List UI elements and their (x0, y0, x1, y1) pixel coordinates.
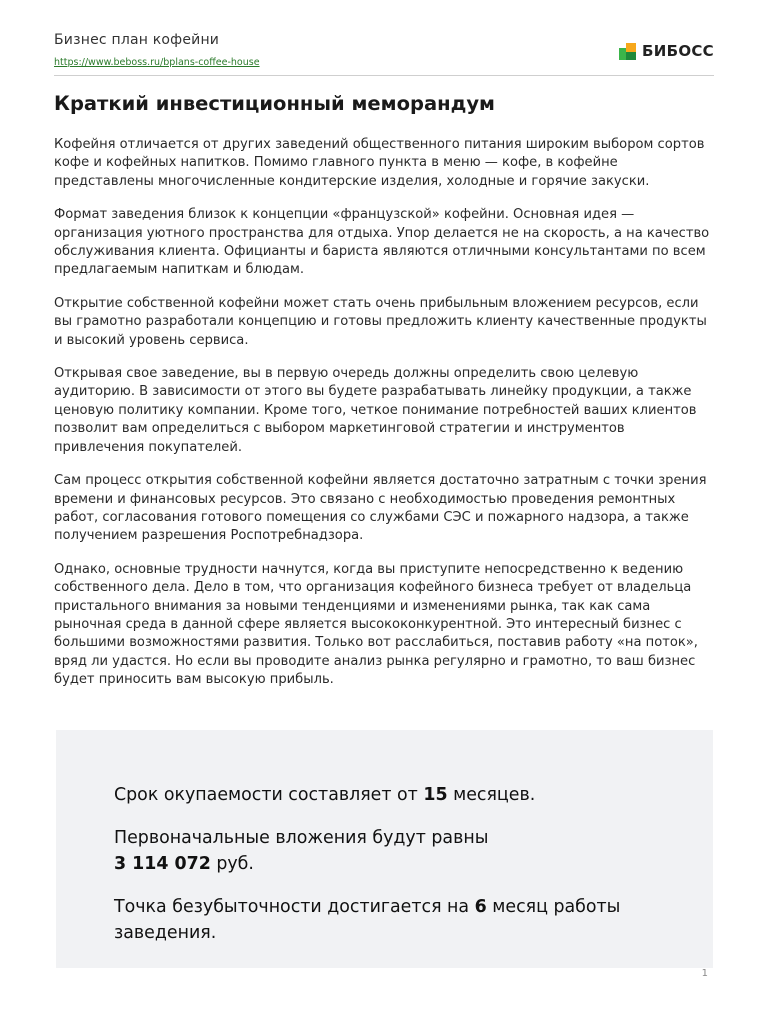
document-title: Бизнес план кофейни (54, 32, 220, 48)
page-number: 1 (701, 968, 708, 979)
biboss-logo[interactable] (619, 42, 714, 60)
header-divider (54, 75, 714, 76)
document-header (54, 32, 714, 68)
logo-text: БИБОСС (642, 42, 714, 60)
payback-value: 15 (423, 785, 448, 805)
paragraph: Сам процесс открытия собственной кофейни является достаточно затратным с точки зрения времени и финансовых ресурсов. Это связано с необходимостью проведения ремонтных работ, согласования готового помещения со службами СЭС и пожарного надзора, а также получением разрешения Роспотребнадзора. (54, 473, 707, 544)
paragraph: Кофейня отличается от других заведений общественного питания широким выбором сортов кофе и кофейных напитков. Помимо главного пункта в меню — кофе, в кофейне представлены многочисленные кондитерские изделия, холодные и горячие закуски. (54, 137, 705, 189)
breakeven-value: 6 (474, 897, 487, 917)
paragraph: Открывая свое заведение, вы в первую очередь должны определить свою целевую аудиторию. В зависимости от этого вы будете разрабатывать линейку продукции, а также ценовую политику компании. Кроме того, четкое понимание потребностей ваших клиентов позволит вам определиться с выбором маркетинговой стратегии и инструментов привлечения покупателей. (54, 366, 697, 455)
paragraph: Однако, основные трудности начнутся, когда вы приступите непосредственно к ведению собственного дела. Дело в том, что организация кофейного бизнеса требует от владельца пристального внимания за новыми тенденциями и изменениями рынка, так как сама рыночная среда в данной сфере является высококонкурентной. Это интересный бизнес с большими возможностями развития. Только вот расслабиться, поставив работу «на поток», вряд ли удастся. Но если вы проводите анализ рынка регулярно и грамотно, то ваш бизнес будет приносить вам высокую прибыль. (54, 561, 698, 688)
biboss-logo-icon (619, 43, 636, 60)
memorandum-body (54, 136, 716, 705)
payback-statement: Срок окупаемости составляет от 15 месяцев. (114, 785, 536, 805)
investment-value: 3 114 072 (114, 854, 211, 874)
page-heading: Краткий инвестиционный меморандум (54, 92, 495, 115)
breakeven-statement: Точка безубыточности достигается на 6 месяц работы заведения. (114, 897, 621, 943)
paragraph: Формат заведения близок к концепции «французской» кофейни. Основная идея — организация уютного пространства для отдыха. Упор делается не на скорость, а на качество обслуживания клиента. Официанты и бариста являются отличными консультантами по всем предлагаемым напиткам и блюдам. (54, 207, 710, 278)
summary-box (56, 730, 713, 968)
investment-statement: Первоначальные вложения будут равны 3 114 072 руб. (114, 828, 489, 874)
source-link[interactable]: https://www.beboss.ru/bplans-coffee-house (54, 57, 260, 68)
paragraph: Открытие собственной кофейни может стать очень прибыльным вложением ресурсов, если вы грамотно разработали концепцию и готовы предложить клиенту качественные продукты и высокий уровень сервиса. (54, 295, 707, 348)
